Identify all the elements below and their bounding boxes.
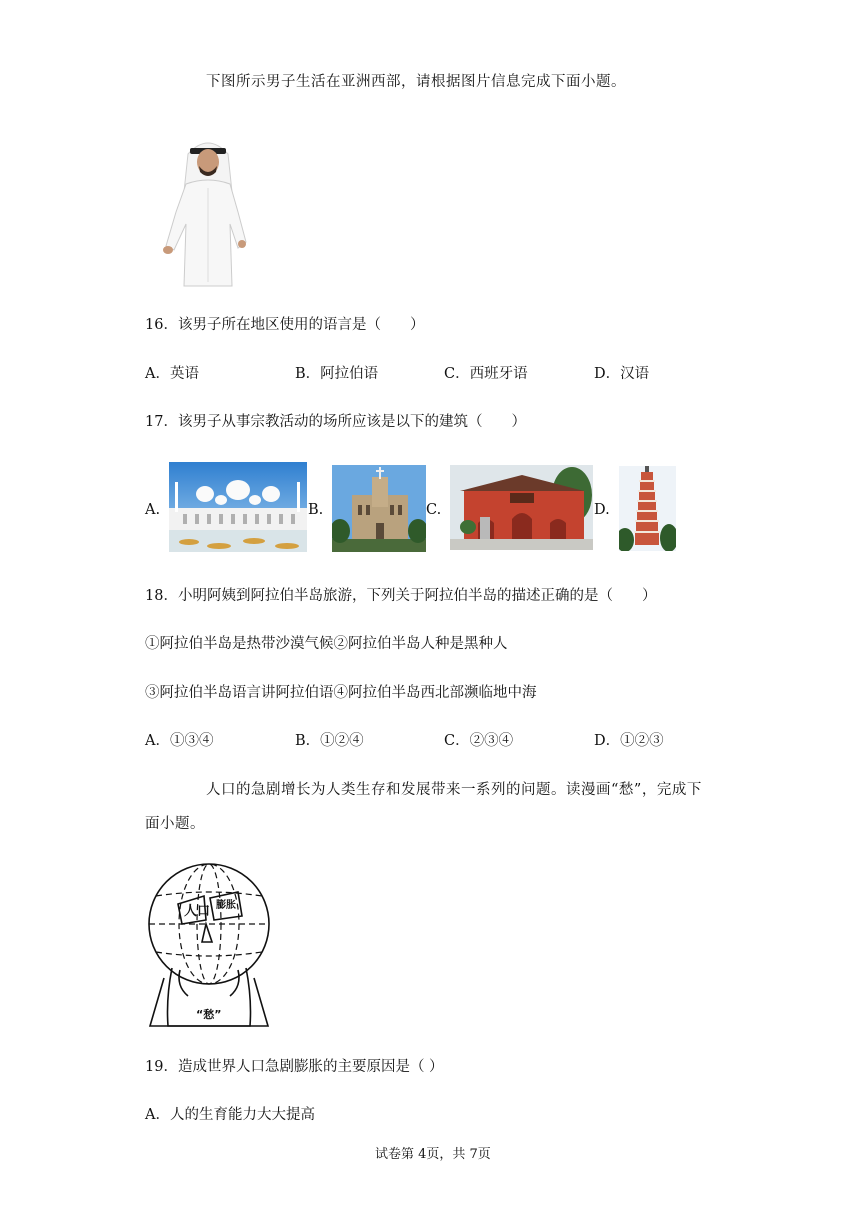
q18-stem: 18．小明阿姨到阿拉伯半岛旅游，下列关于阿拉伯半岛的描述正确的是（ ） — [145, 588, 657, 604]
q17-letter-a: A. — [145, 502, 161, 518]
q18-statement-line-2: ③阿拉伯半岛语言讲阿拉伯语④阿拉伯半岛西北部濒临地中海 — [145, 685, 537, 701]
cartoon-label-population: 人口 — [184, 904, 211, 919]
q16-option-b: B．阿拉伯语 — [295, 366, 379, 382]
temple-image — [450, 465, 593, 550]
q16-stem: 16．该男子所在地区使用的语言是（ ） — [145, 317, 425, 333]
q18-option-d: D．①②③ — [594, 733, 664, 749]
q17-stem: 17．该男子从事宗教活动的场所应该是以下的建筑（ ） — [145, 414, 526, 430]
worried-globe-cartoon — [146, 858, 272, 1030]
cartoon-caption: “愁” — [196, 1008, 222, 1021]
q18-statement-line-1: ①阿拉伯半岛是热带沙漠气候②阿拉伯半岛人种是黑种人 — [145, 636, 508, 652]
q19-stem: 19．造成世界人口急剧膨胀的主要原因是（ ） — [145, 1059, 444, 1075]
pagoda-image — [619, 466, 676, 551]
q19-option-a: A．人的生育能力大大提高 — [145, 1107, 315, 1123]
q18-option-c: C．②③④ — [444, 733, 514, 749]
q17-letter-d: D. — [594, 502, 610, 518]
q17-letter-b: B. — [308, 502, 324, 518]
q16-option-a: A．英语 — [145, 366, 199, 382]
q16-option-c: C．西班牙语 — [444, 366, 528, 382]
q18-option-b: B．①②④ — [295, 733, 364, 749]
q16-option-d: D．汉语 — [594, 366, 650, 382]
intro2-line-1: 人口的急剧增长为人类生存和发展带来一系列的问题。读漫画“愁”，完成下 — [206, 782, 702, 798]
page-footer: 试卷第 4页，共 7页 — [375, 1147, 491, 1162]
intro-text: 下图所示男子生活在亚洲西部，请根据图片信息完成下面小题。 — [206, 74, 626, 90]
intro2-line-2: 面小题。 — [145, 816, 205, 832]
q17-letter-c: C. — [426, 502, 442, 518]
cartoon-label-expansion: 膨胀 — [216, 900, 236, 911]
mosque-image — [169, 462, 307, 552]
church-image — [332, 465, 426, 552]
arab-man-image — [158, 132, 258, 288]
q18-option-a: A．①③④ — [145, 733, 214, 749]
